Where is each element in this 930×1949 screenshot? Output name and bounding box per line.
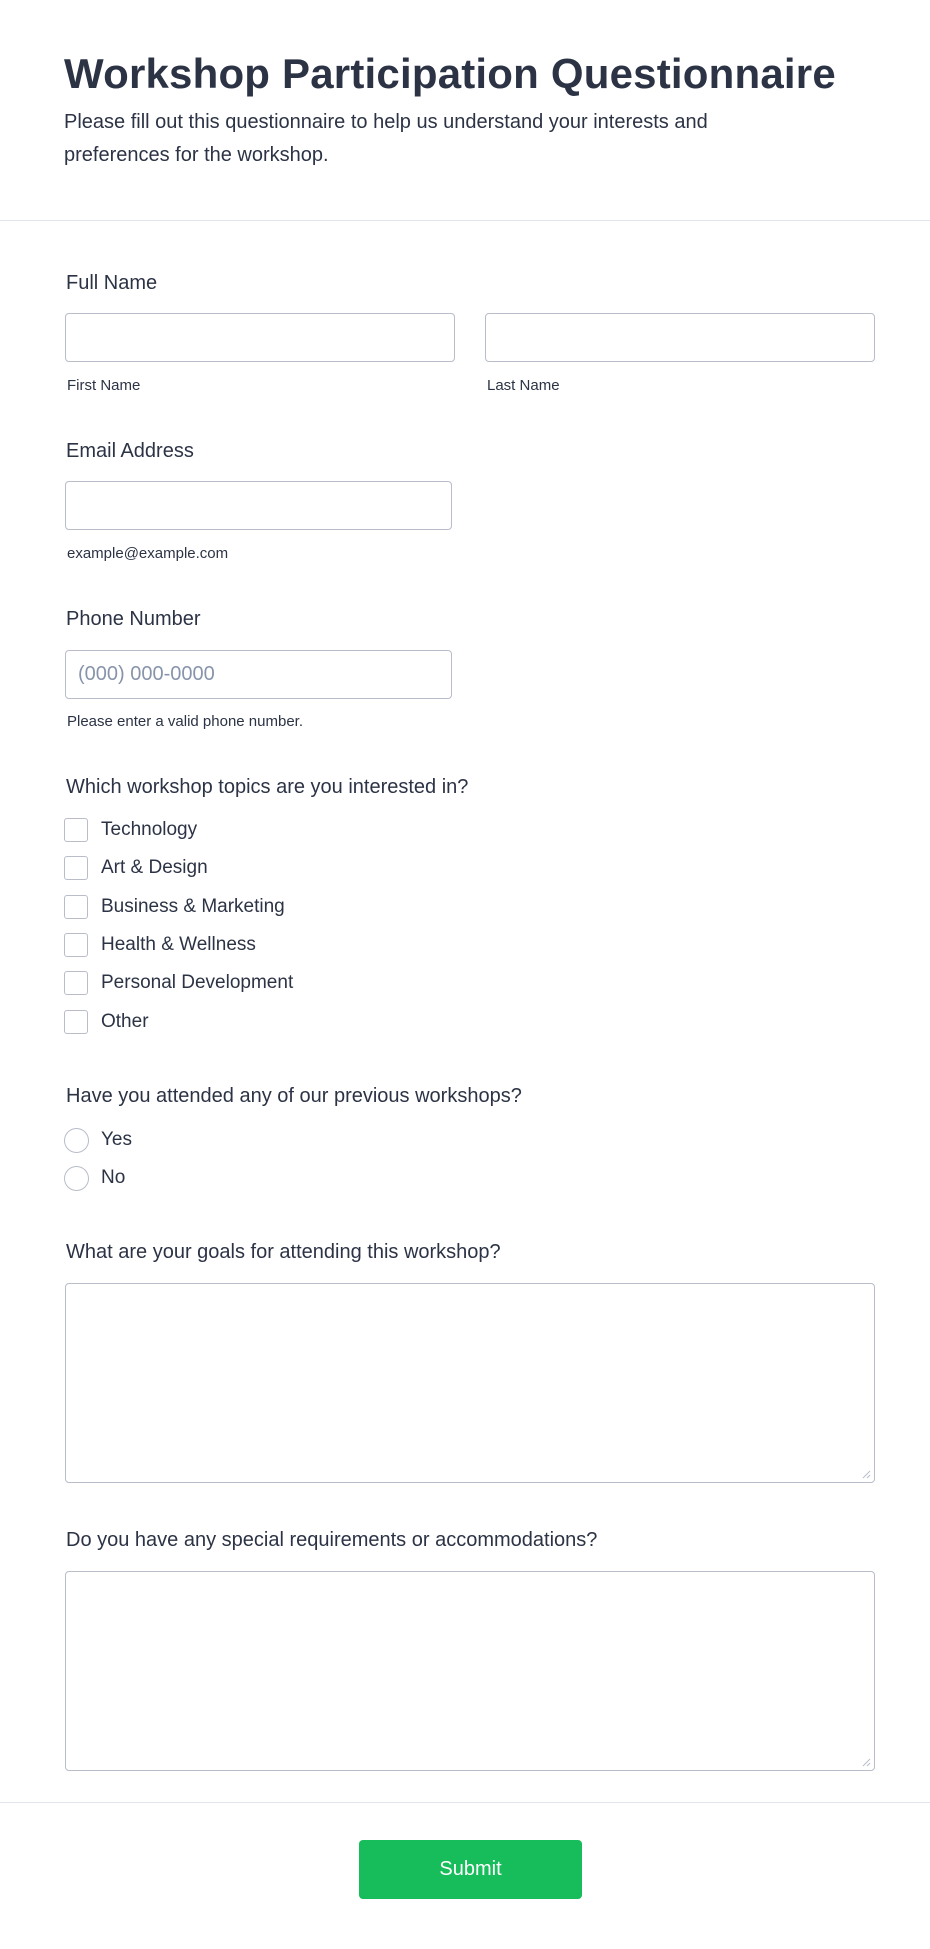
phone-sublabel: Please enter a valid phone number. <box>67 713 303 730</box>
phone-input[interactable] <box>65 650 452 699</box>
resize-grip-icon[interactable] <box>862 1470 871 1479</box>
header-divider <box>0 220 930 221</box>
checkbox-health-wellness[interactable] <box>64 933 88 957</box>
email-label: Email Address <box>66 440 194 462</box>
checkbox-business-marketing[interactable] <box>64 895 88 919</box>
first-name-input[interactable] <box>65 313 455 362</box>
last-name-input[interactable] <box>485 313 875 362</box>
page-subtitle: Please fill out this questionnaire to help us understand your interests and preferences for the workshop. <box>64 111 708 166</box>
full-name-label: Full Name <box>66 272 158 294</box>
topics-label: Which workshop topics are you interested in? <box>66 776 469 798</box>
checkbox-label[interactable]: Technology <box>101 819 198 840</box>
page-title: Workshop Participation Questionnaire <box>64 50 836 97</box>
radio-label[interactable]: Yes <box>101 1129 132 1150</box>
checkbox-label[interactable]: Business & Marketing <box>101 896 285 917</box>
checkbox-other[interactable] <box>64 1010 88 1034</box>
checkbox-personal-development[interactable] <box>64 971 88 995</box>
radio-label[interactable]: No <box>101 1167 126 1188</box>
goals-textarea[interactable] <box>65 1283 875 1483</box>
previous-workshops-label: Have you attended any of our previous workshops? <box>66 1085 522 1107</box>
goals-label: What are your goals for attending this workshop? <box>66 1241 501 1263</box>
submit-button[interactable]: Submit <box>359 1840 582 1899</box>
requirements-label: Do you have any special requirements or accommodations? <box>66 1529 598 1551</box>
email-sublabel: example@example.com <box>67 545 229 562</box>
resize-grip-icon[interactable] <box>862 1758 871 1767</box>
radio-yes[interactable] <box>64 1128 89 1153</box>
checkbox-technology[interactable] <box>64 818 88 842</box>
last-name-sublabel: Last Name <box>487 377 560 394</box>
checkbox-label[interactable]: Other <box>101 1011 149 1032</box>
requirements-textarea[interactable] <box>65 1571 875 1771</box>
first-name-sublabel: First Name <box>67 377 141 394</box>
checkbox-label[interactable]: Personal Development <box>101 972 294 993</box>
checkbox-label[interactable]: Health & Wellness <box>101 934 256 955</box>
radio-no[interactable] <box>64 1166 89 1191</box>
phone-label: Phone Number <box>66 608 201 630</box>
footer-divider <box>0 1802 930 1803</box>
email-input[interactable] <box>65 481 452 530</box>
checkbox-art-design[interactable] <box>64 856 88 880</box>
checkbox-label[interactable]: Art & Design <box>101 857 208 878</box>
phone-placeholder: (000) 000-0000 <box>78 663 215 685</box>
